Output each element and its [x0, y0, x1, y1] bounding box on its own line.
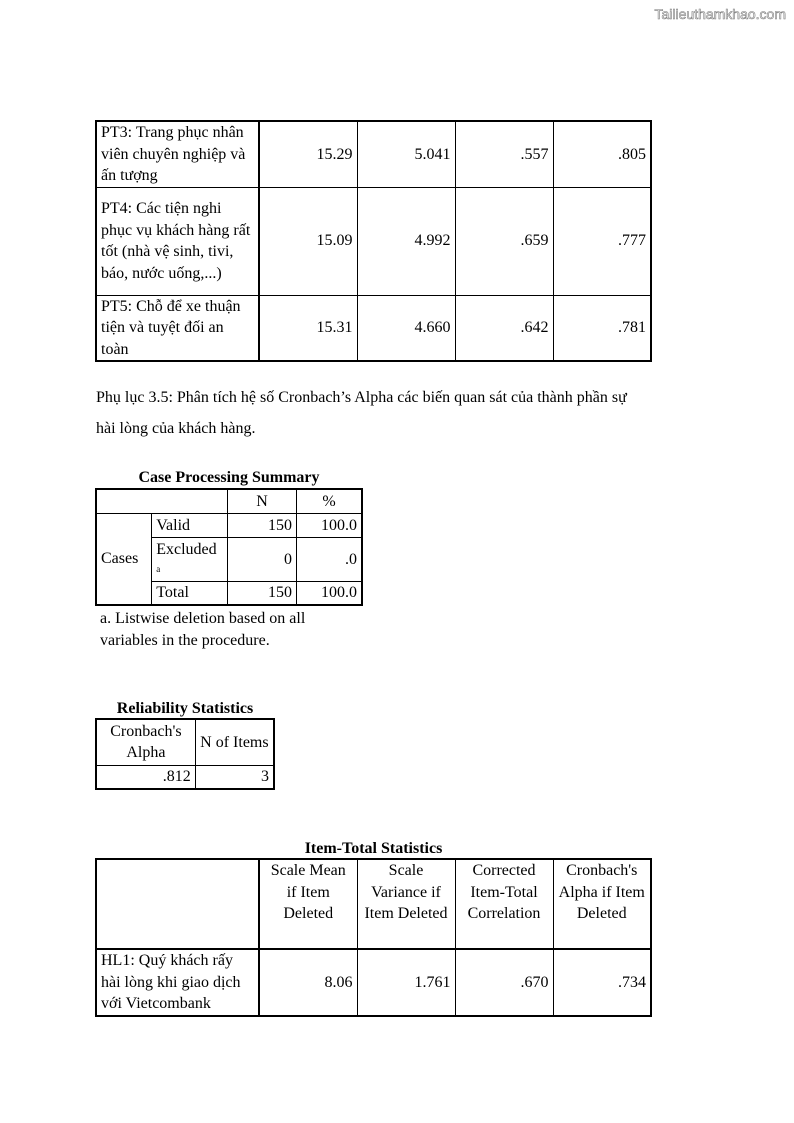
excluded-label: Excluded	[156, 541, 217, 558]
table-header-row	[96, 859, 651, 949]
corrected-correlation-header: Corrected Item-Total Correlation	[455, 859, 553, 949]
alpha-value: .812	[96, 765, 195, 789]
table-row	[96, 513, 362, 537]
row-label	[152, 537, 228, 581]
corrected-correlation-cell: .642	[455, 295, 553, 361]
alpha-if-deleted-header: Cronbach's Alpha if Item Deleted	[553, 859, 651, 949]
table-header-row	[96, 489, 362, 513]
cases-group-label: Cases	[96, 513, 152, 605]
alpha-if-deleted-cell: .734	[553, 949, 651, 1016]
scale-variance-cell: 4.992	[357, 187, 455, 295]
case-processing-table	[95, 488, 363, 606]
appendix-caption-line2: hài lòng của khách hàng.	[96, 420, 256, 437]
alpha-if-deleted-cell: .777	[553, 187, 651, 295]
item-total-table	[95, 858, 652, 1017]
scale-variance-cell: 4.660	[357, 295, 455, 361]
row-label: Total	[152, 581, 228, 605]
row-label: PT5: Chỗ để xe thuận tiện và tuyệt đối an toàn	[96, 295, 259, 361]
n-cell: 150	[228, 513, 297, 537]
case-footnote-line2: variables in the procedure.	[100, 632, 270, 649]
alpha-header: Cronbach's Alpha	[96, 719, 195, 765]
item-total-title: Item-Total Statistics	[304, 840, 443, 857]
table-row	[96, 295, 651, 361]
table-row	[96, 765, 274, 789]
case-footnote-line1: a. Listwise deletion based on all	[100, 610, 306, 627]
corrected-correlation-cell: .557	[455, 121, 553, 187]
watermark: Tailieuthamkhao.com	[654, 6, 786, 22]
n-items-value: 3	[195, 765, 274, 789]
row-label: Valid	[152, 513, 228, 537]
n-header: N	[228, 489, 297, 513]
pct-cell: 100.0	[297, 581, 362, 605]
item-total-table-pt	[95, 120, 652, 362]
table-row	[96, 121, 651, 187]
alpha-if-deleted-cell: .781	[553, 295, 651, 361]
scale-mean-cell: 8.06	[259, 949, 357, 1016]
case-processing-title: Case Processing Summary	[138, 469, 320, 486]
n-cell: 150	[228, 581, 297, 605]
alpha-if-deleted-cell: .805	[553, 121, 651, 187]
row-label: PT4: Các tiện nghi phục vụ khách hàng rất tốt (nhà vệ sinh, tivi, báo, nước uống,...)	[96, 187, 259, 295]
footnote-marker: a	[156, 564, 161, 574]
pct-cell: .0	[297, 537, 362, 581]
corrected-correlation-cell: .670	[455, 949, 553, 1016]
table-header-row	[96, 719, 274, 765]
scale-mean-header: Scale Mean if Item Deleted	[259, 859, 357, 949]
reliability-title: Reliability Statistics	[116, 700, 254, 717]
empty-header-cell	[96, 489, 228, 513]
appendix-caption-line1: Phụ lục 3.5: Phân tích hệ số Cronbach’s Alpha các biến quan sát của thành phần sự	[96, 389, 627, 406]
pct-cell: 100.0	[297, 513, 362, 537]
scale-mean-cell: 15.31	[259, 295, 357, 361]
empty-header-cell	[96, 859, 259, 949]
n-cell: 0	[228, 537, 297, 581]
n-items-header: N of Items	[195, 719, 274, 765]
pct-header: %	[297, 489, 362, 513]
corrected-correlation-cell: .659	[455, 187, 553, 295]
table-row	[96, 187, 651, 295]
scale-variance-header: Scale Variance if Item Deleted	[357, 859, 455, 949]
scale-mean-cell: 15.29	[259, 121, 357, 187]
reliability-table	[95, 718, 275, 790]
scale-variance-cell: 1.761	[357, 949, 455, 1016]
scale-variance-cell: 5.041	[357, 121, 455, 187]
scale-mean-cell: 15.09	[259, 187, 357, 295]
table-row	[96, 949, 651, 1016]
row-label: PT3: Trang phục nhân viên chuyên nghiệp và ấn tượng	[96, 121, 259, 187]
row-label: HL1: Quý khách rấy hài lòng khi giao dịch với Vietcombank	[96, 949, 259, 1016]
